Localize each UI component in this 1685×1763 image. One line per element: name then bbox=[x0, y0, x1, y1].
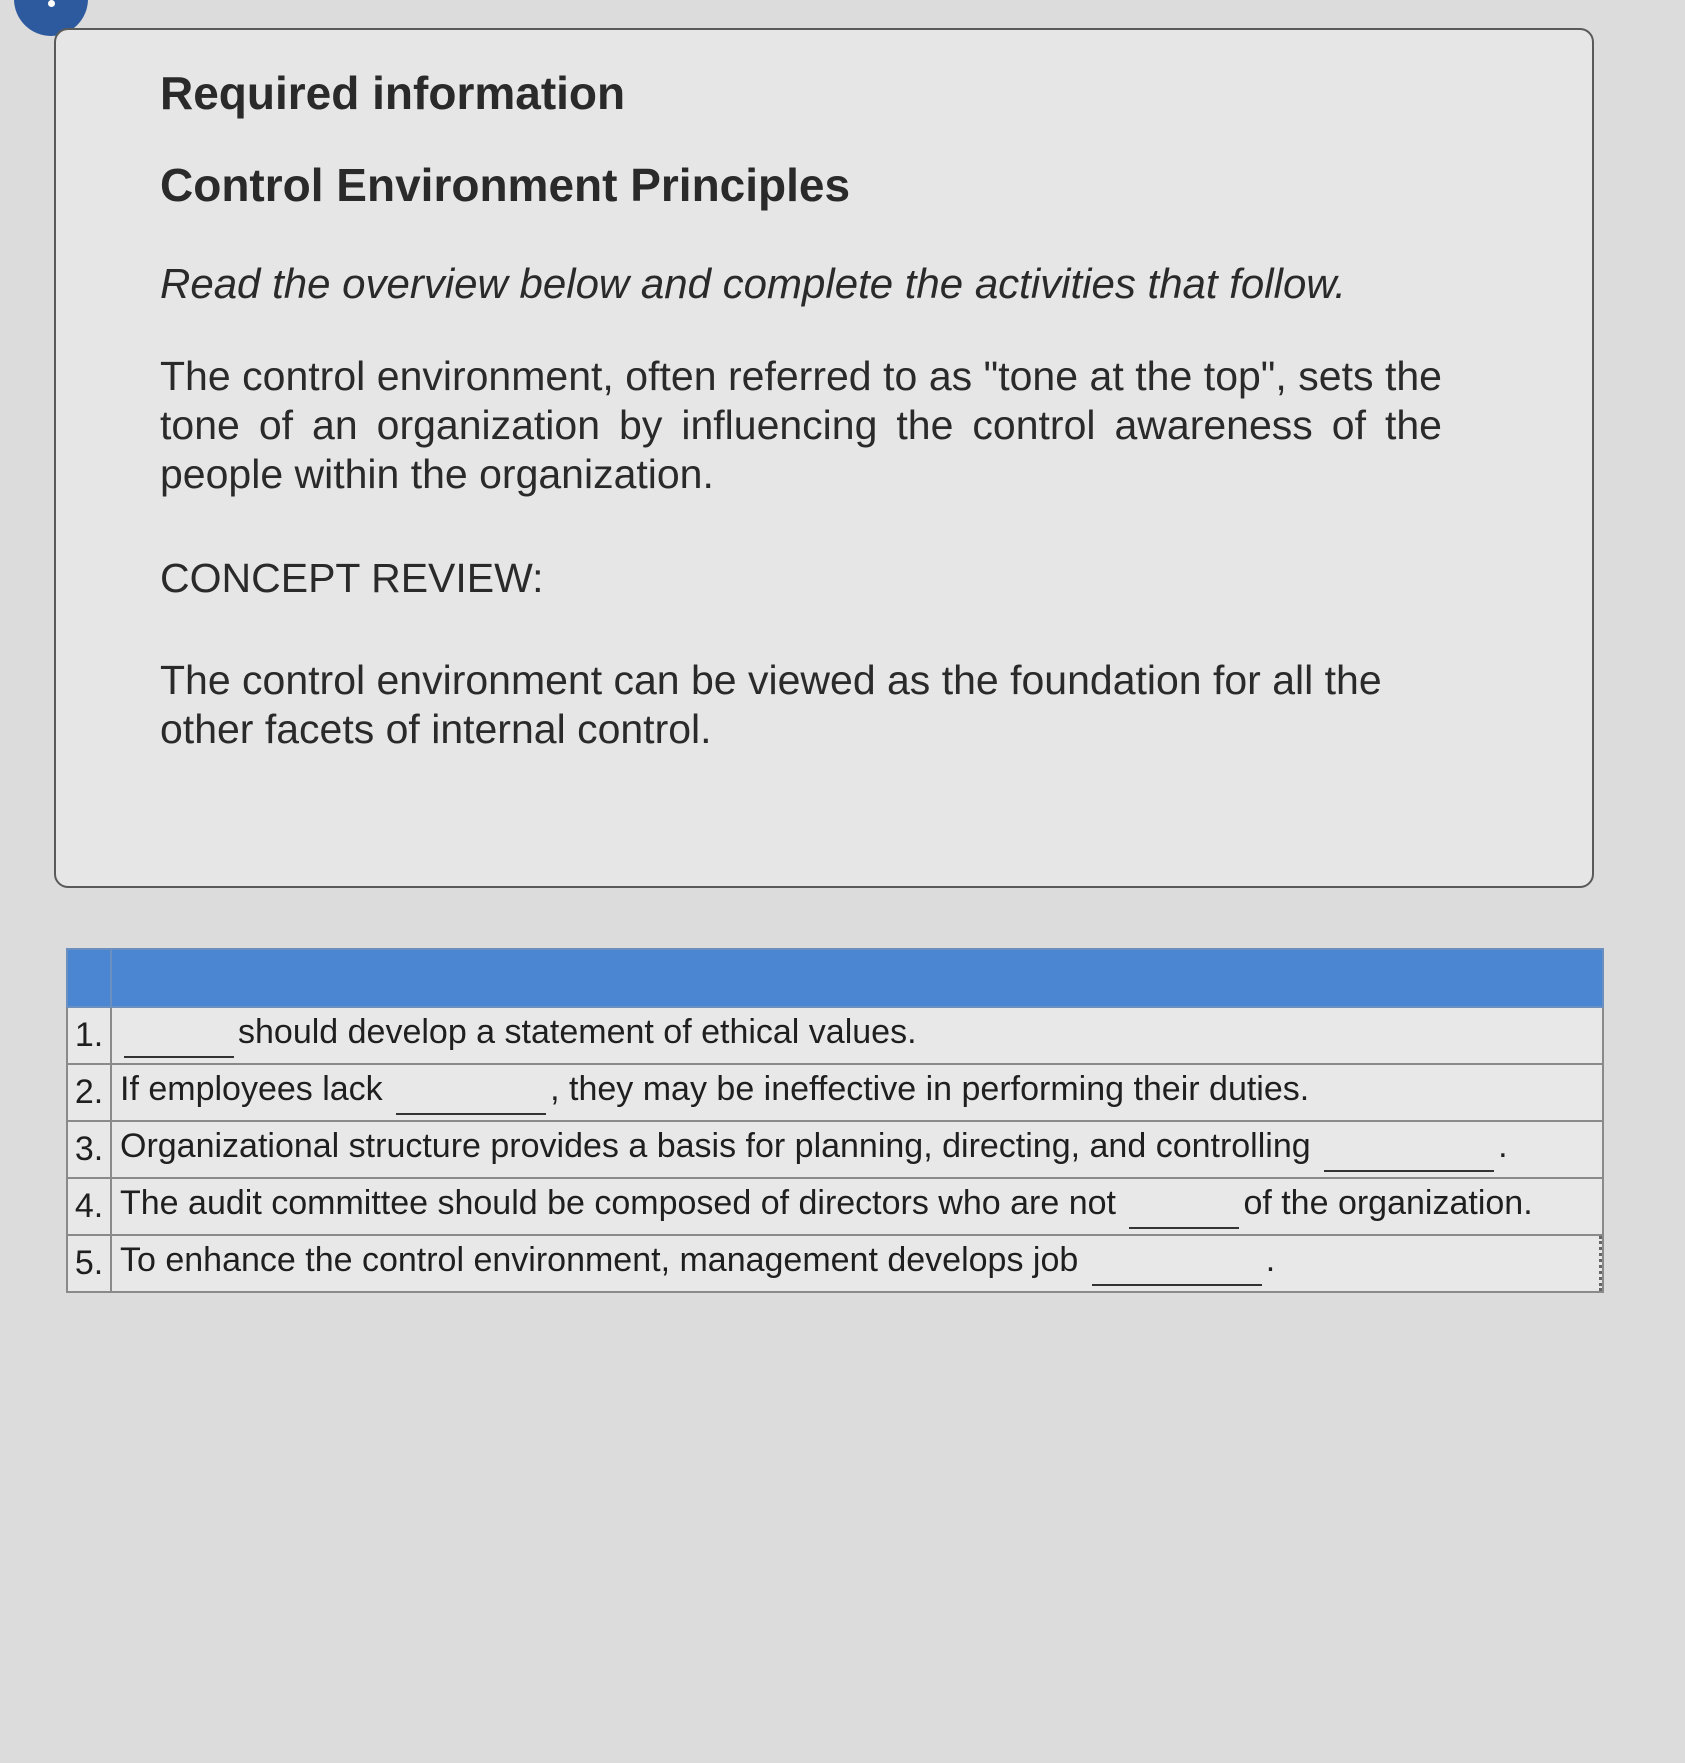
answer-dropdown-1[interactable] bbox=[124, 1020, 234, 1058]
statement-text-before: To enhance the control environment, management develops job bbox=[120, 1240, 1088, 1279]
statement-text-before: The audit committee should be composed of directors who are not bbox=[120, 1183, 1126, 1222]
statement-text-after: . bbox=[1265, 1240, 1276, 1279]
answer-dropdown-5[interactable] bbox=[1092, 1248, 1262, 1286]
table-row bbox=[67, 1007, 1603, 1064]
answer-dropdown-2[interactable] bbox=[396, 1077, 546, 1115]
page-title: Required information bbox=[160, 67, 626, 119]
statement-cell bbox=[111, 1178, 1603, 1235]
fill-in-blank-table bbox=[66, 948, 1604, 1293]
header-cell-statement bbox=[111, 949, 1603, 1007]
resize-handle[interactable] bbox=[1599, 1236, 1602, 1291]
statement-text-before: Organizational structure provides a basis for planning, directing, and controlling bbox=[120, 1126, 1321, 1165]
statement-text-before: If employees lack bbox=[120, 1069, 393, 1108]
statement-cell bbox=[111, 1235, 1603, 1292]
badge-dot-icon bbox=[48, 0, 55, 7]
concept-review-text: The control environment can be viewed as the foundation for all the other facets of internal control. bbox=[160, 657, 1382, 753]
required-information-panel bbox=[54, 28, 1594, 888]
instructions-text: Read the overview below and complete the activities that follow. bbox=[160, 259, 1346, 307]
statement-text-after: . bbox=[1498, 1126, 1508, 1165]
concept-review-title: CONCEPT REVIEW: bbox=[160, 555, 544, 602]
table-row bbox=[67, 1064, 1603, 1121]
overview-text: The control environment, often referred to as "tone at the top", sets the tone of an organization by influencing the control awareness of the people within the organization. bbox=[160, 352, 1442, 497]
row-number: 4. bbox=[67, 1178, 111, 1235]
row-number: 2. bbox=[67, 1064, 111, 1121]
statement-cell bbox=[111, 1121, 1603, 1178]
table-row bbox=[67, 1121, 1603, 1178]
row-number: 1. bbox=[67, 1007, 111, 1064]
table-header-row bbox=[67, 949, 1603, 1007]
row-number: 5. bbox=[67, 1235, 111, 1292]
row-number: 3. bbox=[67, 1121, 111, 1178]
answer-dropdown-3[interactable] bbox=[1324, 1134, 1494, 1172]
statement-text-after: , they may be ineffective in performing their duties. bbox=[550, 1069, 1310, 1108]
statement-cell bbox=[111, 1007, 1603, 1064]
statement-text-after: should develop a statement of ethical values. bbox=[238, 1012, 917, 1051]
statement-cell bbox=[111, 1064, 1603, 1121]
answer-dropdown-4[interactable] bbox=[1129, 1191, 1239, 1229]
header-cell-number bbox=[67, 949, 111, 1007]
table-row bbox=[67, 1235, 1603, 1292]
table-row bbox=[67, 1178, 1603, 1235]
statement-text-after: of the organization. bbox=[1243, 1183, 1533, 1222]
section-title: Control Environment Principles bbox=[160, 158, 851, 211]
